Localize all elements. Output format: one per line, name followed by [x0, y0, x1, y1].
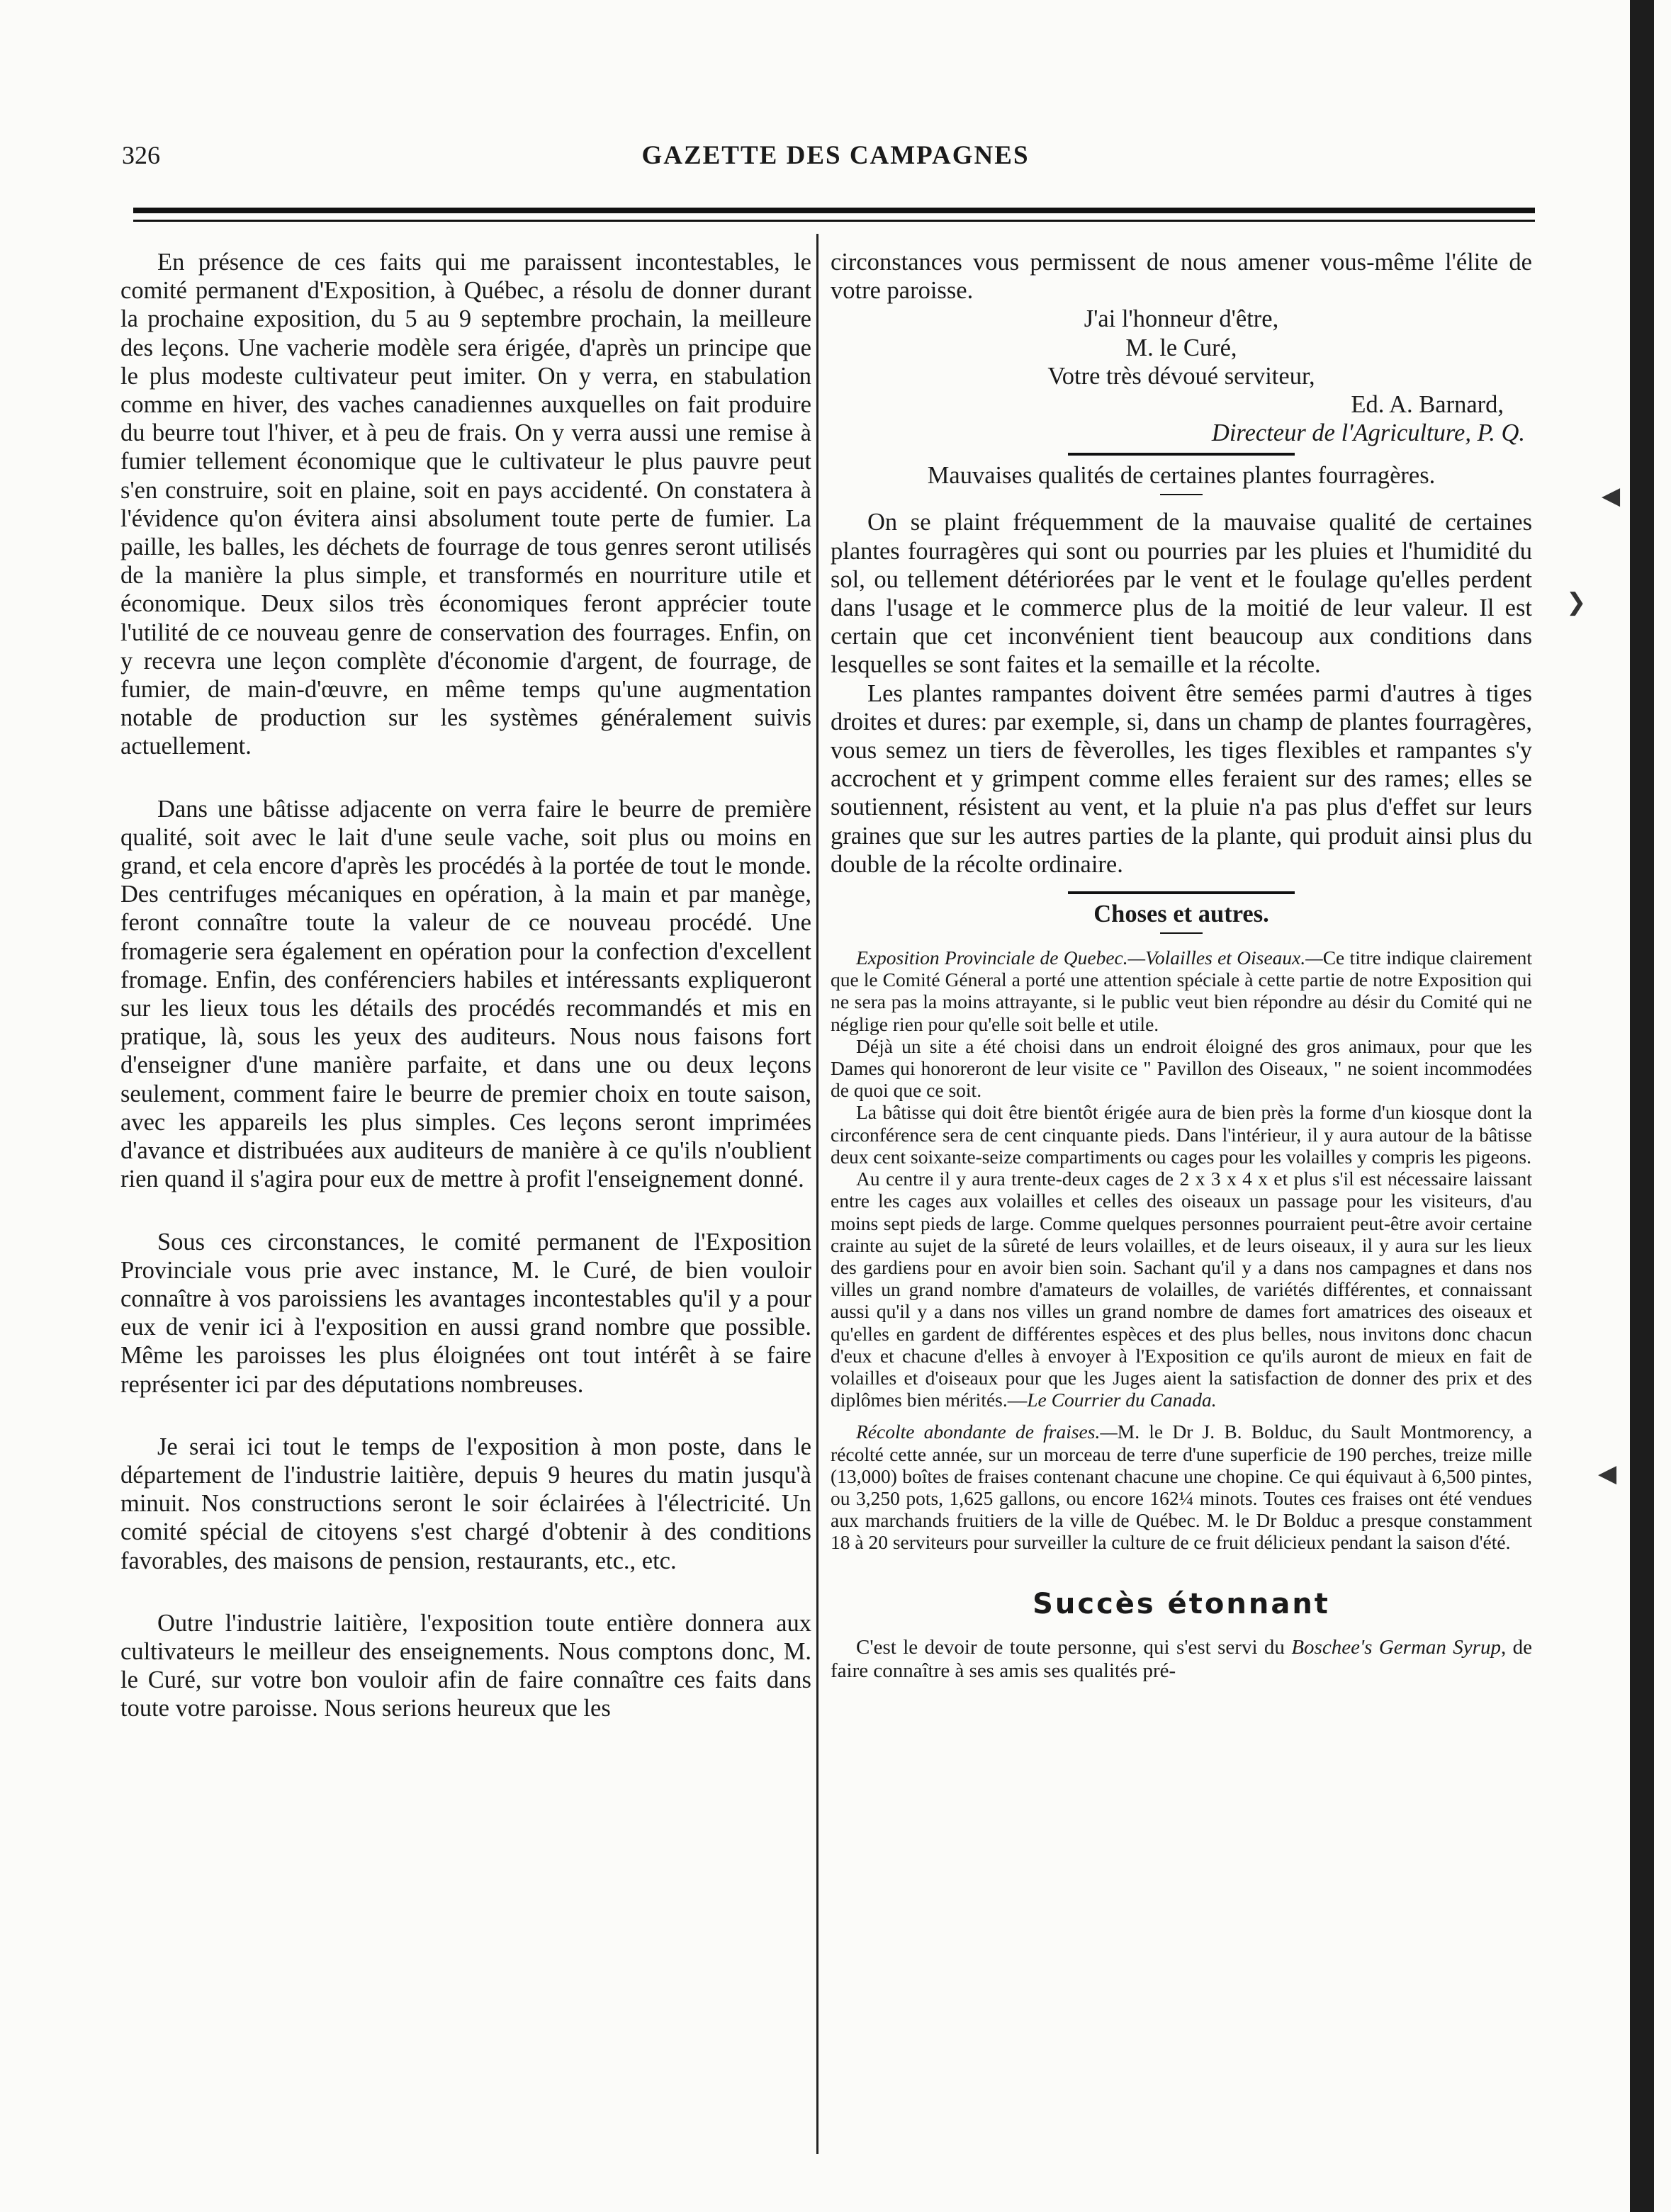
news-item-5 — [831, 1421, 1532, 1553]
letter-continuation: circonstances vous permissent de nous amener vous-même l'élite de votre paroisse. — [831, 249, 1532, 305]
running-title: GAZETTE DES CAMPAGNES — [641, 141, 1030, 170]
news-item-text: Ce titre indique clairement que le Comité Géneral a porté une attention spéciale à cette partie de notre Exposition qui ne sera pas la moins attrayante, si le public veut bien répondre au désir du Comité qui ne néglige rien pour qu'elle soit belle et utile. — [831, 947, 1532, 1035]
news-item-text: M. le Dr J. B. Bolduc, du Sault Montmorency, a récolté cette année, sur un morceau de terre d'une superficie de 190 perches, treize mille (13,000) boîtes de fraises contenant chacune une chopine. Ce qui équivaut à 6,500 pintes, ou 3,250 pots, 1,625 gallons, ou encore 162¼ minots. Toutes ces fraises ont été vendues aux marchands fruitiers de la ville de Québec. M. le Dr Bolduc a presque constamment 18 à 20 serviteurs pour surveiller la culture de ce fruit délicieux pendant la saison d'été. — [831, 1421, 1532, 1554]
left-paragraph-5: Outre l'industrie laitière, l'exposition toute entière donnera aux cultivateurs le meilleur des enseignements. Nous comptons donc, M. le Curé, sur votre bon vouloir afin de faire connaître ces faits dans toute votre paroisse. Nous serions heureux que les — [120, 1609, 811, 1722]
left-paragraph-3: Sous ces circonstances, le comité permanent de l'Exposition Provinciale vous prie avec instance, M. le Curé, de bien vouloir connaître à vos paroissiens les avantages incontestables qu'il y a pour eux de venir ici à l'exposition en aussi grand nombre que possible. Même les paroisses les plus éloignées ont tout intérêt à se faire représenter ici par des députations nombreuses. — [120, 1228, 811, 1398]
column-divider — [816, 234, 818, 2154]
page-number: 326 — [122, 141, 160, 169]
closing-line-1: J'ai l'honneur d'être, — [1084, 305, 1279, 333]
news-item-4 — [831, 1168, 1532, 1411]
news-item-1 — [831, 947, 1532, 1035]
page-edge-shadow — [1630, 0, 1654, 2212]
header-rule-thin — [133, 220, 1535, 222]
right-column — [831, 248, 1532, 1683]
section-rule — [1068, 891, 1295, 894]
header-rule-thick — [133, 208, 1535, 213]
signature-name: Ed. A. Barnard, — [1351, 391, 1504, 419]
advert-heading: Succès étonnant — [1033, 1587, 1330, 1620]
news-item-3 — [831, 1101, 1532, 1168]
margin-mark: ❯ — [1566, 589, 1587, 616]
heading-underline — [1160, 932, 1203, 934]
news-item-text: La bâtisse qui doit être bientôt érigée aura de bien près la forme d'un kiosque dont la circonférence sera de cent cinquante pieds. Dans l'intérieur, il y aura autour de la bâtisse deux cent soixante-seize compartiments ou cages pour les volailles y compris les pigeons. — [831, 1101, 1532, 1168]
left-column — [120, 248, 811, 1723]
closing-line-3: Votre très dévoué serviteur, — [1047, 362, 1315, 390]
signature-title: Directeur de l'Agriculture, P. Q. — [1211, 419, 1525, 447]
news-item-lead: Récolte abondante de fraises.— — [856, 1421, 1118, 1443]
news-item-text: Déjà un site a été choisi dans un endroit éloigné des gros animaux, pour que les Dames qui honoreront de leur visite ce " Pavillon des Oiseaux, " ne soient incommodées de quoi que ce soit. — [831, 1034, 1532, 1102]
fourrageres-paragraph-2: Les plantes rampantes doivent être semées parmi d'autres à tiges droites et dures: par exemple, si, dans un champ de plantes fourragères, vous semez un tiers de fèverolles, les tiges flexibles et rampantes s'y accrochent et y grimpent comme elles feraient sur des rames; elles se soutiennent, résistent au vent, et la pluie n'a pas plus d'effet sur leurs graines que sur les autres parties de la plante, qui produit ainsi plus du double de la récolte ordinaire. — [831, 679, 1532, 878]
section-rule — [1068, 453, 1295, 456]
left-paragraph-1: En présence de ces faits qui me paraissent incontestables, le comité permanent d'Exposition, à Québec, a résolu de donner durant la prochaine exposition, du 5 au 9 septembre prochain, la meilleure des leçons. Une vacherie modèle sera érigée, d'après un principe que le plus modeste cultivateur peut imiter. On y verra, en stabulation comme en hiver, des vaches canadiennes auxquelles on fait produire du beurre tout l'hiver, et à peu de frais. On y verra aussi une remise à fumier tellement économique que le cultivateur le plus pauvre peut s'en construire, soit en plaine, soit en pays accidenté. On constatera à l'évidence qu'on évitera ainsi absolument toute perte de fumier. La paille, les balles, les déchets de fourrage de tous genres seront utilisés de la manière la plus simple, et transformés en nourriture utile et économique. Deux silos très économiques feront apprécier toute l'utilité de ce nouveau genre de conservation des fourrages. Enfin, on y recevra une leçon complète d'économie d'argent, de fourrage, de fumier, de main-d'œuvre, en même temps qu'une augmentation notable de production sur les systèmes généralement suivis actuellement. — [120, 249, 811, 760]
news-item-2 — [831, 1035, 1532, 1102]
section-heading-choses: Choses et autres. — [1093, 901, 1269, 928]
news-item-source: Le Courrier du Canada. — [1027, 1389, 1217, 1411]
advert-product-name: Boschee's German Syrup — [1291, 1635, 1501, 1659]
closing-line-2: M. le Curé, — [1125, 334, 1237, 361]
heading-underline — [1160, 494, 1203, 495]
fourrageres-paragraph-1: On se plaint fréquemment de la mauvaise qualité de certaines plantes fourragères qui sont ou pourries par les pluies et l'humidité du sol, ou tellement détériorées par le vent et le foulage qu'elles perdent dans l'usage et le commerce plus de la moitié de leur valeur. Il est certain que cet inconvénient tient beaucoup aux conditions dans lesquelles se sont faites et la semaille et la récolte. — [831, 509, 1532, 679]
margin-mark: ◀ — [1598, 1461, 1617, 1487]
margin-mark: ◀ — [1602, 483, 1621, 509]
advert-text-start: C'est le devoir de toute personne, qui s'est servi du — [856, 1635, 1292, 1659]
advert-text — [831, 1636, 1532, 1683]
left-paragraph-2: Dans une bâtisse adjacente on verra faire le beurre de première qualité, soit avec le lait d'une seule vache, soit plus ou moins en grand, et cela encore d'après les procédés à la portée de tout le monde. Des centrifuges mécaniques en opération, à la main et par manège, feront connaître toute la valeur de ce nouveau procédé. Une fromagerie sera également en opération pour la confection d'excellent fromage. Enfin, des conférenciers habiles et intéressants expliqueront sur les lieux tous les détails des procédés recommandés et mis en pratique, là, sous les yeux des auditeurs. Nous nous faisons fort d'enseigner d'une manière parfaite, et dans une ou deux leçons seulement, comment faire le beurre de premier choix en toute saison, avec les appareils les plus simples. Ces leçons seront imprimées d'avance et distribuées aux auditeurs de manière à ce qu'ils n'oublient rien quand il s'agira pour eux de mettre à profit l'enseignement donné. — [120, 795, 811, 1193]
news-item-text: Au centre il y aura trente-deux cages de 2 x 3 x 4 x et plus s'il est nécessaire laissant entre les cages aux volailles et celles des oiseaux un passage pour les visiteurs, d'au moins sept pieds de large. Comme quelques personnes pourraient peut-être avoir certaine crainte au sujet de la sûreté de leurs volailles, et de leurs oiseaux, il y aura sur les lieux des gardiens pour en avoir bien soin. Sachant qu'il y a dans nos campagnes et dans nos villes un grand nombre d'amateurs de volailles, de variétés différentes, et connaissant aussi qu'il y a dans nos villes un grand nombre de dames fort amatrices des oiseaux et qu'elles en gardent de différentes espèces et des plus belles, nous invitons donc chacun d'eux et chacune d'elles à envoyer à l'Exposition ce qu'ils auront de mieux en fait de volailles et d'oiseaux pour que les Juges aient la satisfaction de donner des prix et des diplômes bien mérités.— — [831, 1168, 1532, 1411]
advert-text-end: , de faire connaître à ses amis ses qualités pré- — [831, 1635, 1532, 1682]
news-item-lead: Exposition Provinciale de Quebec.—Volailles et Oiseaux.— — [856, 947, 1323, 969]
left-paragraph-4: Je serai ici tout le temps de l'exposition à mon poste, dans le département de l'industrie laitière, depuis 9 heures du matin jusqu'à minuit. Nos constructions seront le soir éclairées à l'électricité. Un comité spécial de citoyens s'est chargé d'obtenir à des conditions favorables, des maisons de pension, restaurants, etc., etc. — [120, 1433, 811, 1574]
section-heading-fourrageres: Mauvaises qualités de certaines plantes fourragères. — [927, 462, 1436, 490]
